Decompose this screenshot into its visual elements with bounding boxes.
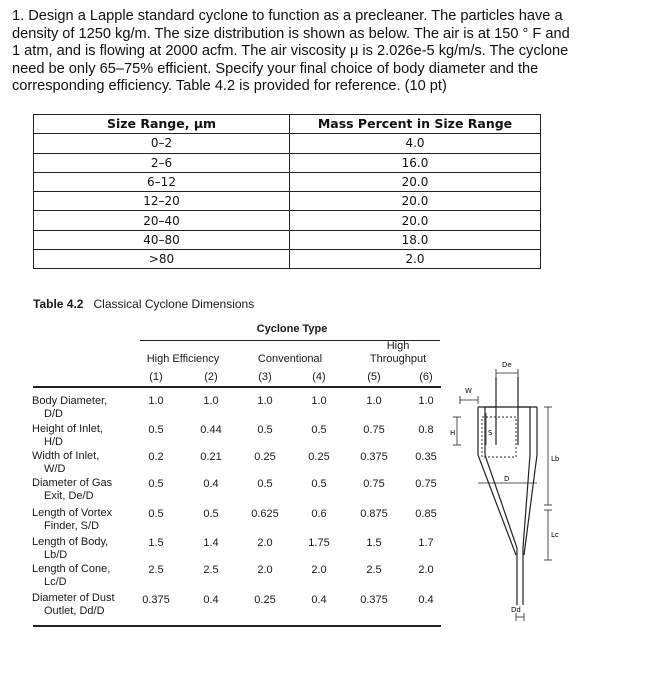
problem-statement — [12, 8, 640, 96]
value-cell: 2.5 — [148, 564, 164, 576]
column-number: (1) — [149, 371, 163, 383]
problem-line: density of 1250 kg/m. The size distribution is shown as below. The air is at 150 ° F and — [12, 25, 570, 42]
dd-dimension — [516, 613, 524, 621]
s-label: S — [488, 429, 493, 437]
table-row — [34, 230, 541, 249]
inlet-dashed-box — [482, 417, 516, 457]
problem-line: 1. Design a Lapple standard cyclone to function as a precleaner. The particles have a — [12, 8, 563, 24]
value-cell: 1.4 — [203, 537, 219, 549]
value-cell: 0.75 — [415, 478, 437, 490]
value-cell: 0.8 — [418, 424, 434, 436]
row-label-vortex-finder: Length of Vortex Finder, S/D — [32, 507, 113, 532]
table-caption — [33, 297, 254, 311]
size-range-cell: 40–80 — [34, 230, 290, 249]
group-conventional: Conventional — [257, 353, 323, 365]
value-cell: 0.375 — [360, 594, 388, 606]
table-row — [34, 172, 541, 191]
value-cell: 1.0 — [366, 395, 382, 407]
lb-label: Lb — [551, 455, 560, 463]
value-cell: 0.21 — [200, 451, 222, 463]
value-cell: 1.0 — [148, 395, 164, 407]
row-label-inlet-width: Width of Inlet, W/D — [32, 450, 100, 475]
table-row — [34, 153, 541, 172]
table-bottom-rule — [33, 625, 441, 627]
value-cell: 1.0 — [311, 395, 327, 407]
size-range-cell: 6–12 — [34, 172, 290, 191]
problem-line: 1 atm, and is flowing at 2000 acfm. The air viscosity μ is 2.026e-5 kg/m/s. The cyclone — [12, 43, 569, 60]
value-cell: 1.5 — [148, 537, 164, 549]
value-cell: 0.5 — [148, 478, 164, 490]
size-distribution-table — [33, 114, 541, 269]
value-cell: 2.5 — [203, 564, 219, 576]
w-label: W — [465, 387, 472, 395]
value-cell: 0.25 — [254, 594, 276, 606]
size-range-cell: 2–6 — [34, 153, 290, 172]
dd-label: Dd — [511, 606, 521, 614]
value-cell: 0.35 — [415, 451, 437, 463]
size-range-cell: 20–40 — [34, 211, 290, 230]
group-throughput: Throughput — [369, 353, 427, 365]
mass-percent-cell: 16.0 — [290, 153, 541, 172]
value-cell: 0.2 — [148, 451, 164, 463]
row-label-inlet-height: Height of Inlet, H/D — [32, 423, 103, 448]
mass-percent-cell: 20.0 — [290, 172, 541, 191]
value-cell: 2.5 — [366, 564, 382, 576]
value-cell: 2.0 — [418, 564, 434, 576]
group-high-efficiency: High Efficiency — [146, 353, 220, 365]
table-row — [34, 192, 541, 211]
value-cell: 0.85 — [415, 508, 437, 520]
value-cell: 0.625 — [251, 508, 279, 520]
de-label: De — [502, 361, 512, 369]
value-cell: 0.25 — [308, 451, 330, 463]
table-caption-label: Table 4.2 — [33, 297, 84, 311]
value-cell: 0.25 — [254, 451, 276, 463]
table-row — [34, 211, 541, 230]
value-cell: 1.0 — [257, 395, 273, 407]
value-cell: 2.0 — [257, 564, 273, 576]
value-cell: 2.0 — [311, 564, 327, 576]
value-cell: 1.5 — [366, 537, 382, 549]
group-high: High — [386, 340, 410, 352]
value-cell: 0.875 — [360, 508, 388, 520]
value-cell: 0.44 — [200, 424, 222, 436]
mass-percent-cell: 2.0 — [290, 250, 541, 269]
column-number: (4) — [312, 371, 326, 383]
column-number: (6) — [419, 371, 433, 383]
problem-line: corresponding efficiency. Table 4.2 is provided for reference. (10 pt) — [12, 78, 447, 95]
value-cell: 0.375 — [142, 594, 170, 606]
column-number: (5) — [367, 371, 381, 383]
table-header-row — [34, 115, 541, 134]
cyclone-diagram — [450, 355, 590, 630]
row-label-body-length: Length of Body, Lb/D — [32, 536, 109, 561]
value-cell: 0.5 — [311, 424, 327, 436]
value-cell: 1.0 — [418, 395, 434, 407]
row-label-gas-exit-diameter: Diameter of Gas Exit, De/D — [32, 477, 113, 502]
mass-percent-cell: 4.0 — [290, 134, 541, 153]
lc-label: Lc — [551, 531, 559, 539]
size-range-cell: >80 — [34, 250, 290, 269]
row-label-cone-length: Length of Cone, Lc/D — [32, 563, 111, 588]
de-dimension — [496, 369, 518, 377]
value-cell: 1.75 — [308, 537, 330, 549]
value-cell: 0.5 — [311, 478, 327, 490]
value-cell: 0.4 — [203, 594, 219, 606]
header-bottom-rule — [33, 386, 441, 388]
row-label-dust-outlet: Diameter of Dust Outlet, Dd/D — [32, 592, 115, 617]
mass-percent-cell: 18.0 — [290, 230, 541, 249]
value-cell: 0.5 — [203, 508, 219, 520]
value-cell: 0.5 — [257, 424, 273, 436]
value-cell: 0.4 — [311, 594, 327, 606]
mass-percent-header: Mass Percent in Size Range — [290, 115, 541, 134]
value-cell: 0.5 — [148, 508, 164, 520]
mass-percent-cell: 20.0 — [290, 192, 541, 211]
table-row — [34, 134, 541, 153]
value-cell: 0.5 — [257, 478, 273, 490]
value-cell: 2.0 — [257, 537, 273, 549]
gas-exit-tube — [496, 377, 518, 445]
size-range-cell: 12–20 — [34, 192, 290, 211]
value-cell: 0.75 — [363, 424, 385, 436]
value-cell: 0.5 — [148, 424, 164, 436]
d-label: D — [504, 475, 510, 483]
w-dimension — [460, 396, 478, 404]
column-number: (3) — [258, 371, 272, 383]
mass-percent-cell: 20.0 — [290, 211, 541, 230]
row-label-body-diameter: Body Diameter, D/D — [32, 395, 108, 420]
value-cell: 1.7 — [418, 537, 434, 549]
value-cell: 0.75 — [363, 478, 385, 490]
value-cell: 0.6 — [311, 508, 327, 520]
value-cell: 1.0 — [203, 395, 219, 407]
value-cell: 0.4 — [203, 478, 219, 490]
table-row — [34, 250, 541, 269]
problem-line: need be only 65–75% efficient. Specify your final choice of body diameter and the — [12, 60, 539, 77]
table-caption-title: Classical Cyclone Dimensions — [93, 297, 255, 311]
value-cell: 0.375 — [360, 451, 388, 463]
value-cell: 0.4 — [418, 594, 434, 606]
h-label: H — [450, 429, 456, 437]
cyclone-type-header: Cyclone Type — [256, 323, 328, 335]
size-range-cell: 0–2 — [34, 134, 290, 153]
size-range-header: Size Range, μm — [34, 115, 290, 134]
column-number: (2) — [204, 371, 218, 383]
